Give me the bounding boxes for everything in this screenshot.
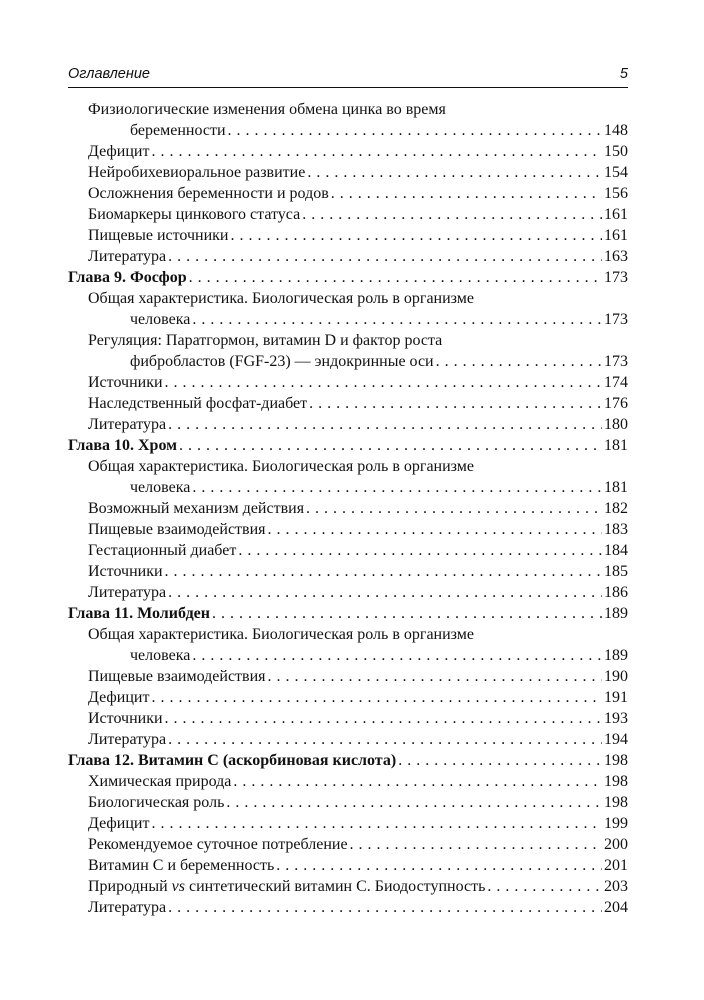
toc-entry-title-line: Регуляция: Паратгормон, витамин D и фактор роста <box>88 332 443 349</box>
toc-entry <box>68 288 628 330</box>
toc-entry-label: Источники <box>88 563 163 580</box>
toc-entry <box>68 771 628 792</box>
toc-page-number: 199 <box>604 815 628 832</box>
toc-entry <box>68 624 628 666</box>
dot-leader <box>307 162 602 183</box>
toc-page-number: 183 <box>604 521 628 538</box>
toc-page-number: 148 <box>604 122 628 139</box>
toc-entry <box>68 687 628 708</box>
dot-leader <box>151 141 602 162</box>
header-page-number: 5 <box>619 66 628 82</box>
dot-leader <box>398 750 602 771</box>
toc-entry <box>68 498 628 519</box>
toc-entry-label: Литература <box>88 584 167 601</box>
dot-leader <box>436 351 602 372</box>
dot-leader <box>302 204 602 225</box>
toc-entry <box>68 834 628 855</box>
dot-leader <box>168 582 602 603</box>
toc-entry-label: Глава 10. Хром <box>68 437 178 454</box>
toc-entry <box>68 897 628 918</box>
toc-page-number: 198 <box>604 794 628 811</box>
table-of-contents <box>68 99 628 918</box>
dot-leader <box>212 603 602 624</box>
toc-page-number: 186 <box>604 584 628 601</box>
dot-leader <box>238 540 602 561</box>
toc-entry <box>68 708 628 729</box>
toc-page-number: 189 <box>604 605 628 622</box>
toc-page-number: 189 <box>604 647 628 664</box>
toc-entry <box>68 393 628 414</box>
toc-entry-label: человека <box>130 647 191 664</box>
toc-entry-label: Пищевые взаимодействия <box>88 668 266 685</box>
toc-entry-label: Возможный механизм действия <box>88 500 305 517</box>
toc-entry-label: Витамин С и беременность <box>88 857 275 874</box>
toc-page-number: 174 <box>604 374 628 391</box>
dot-leader <box>165 372 602 393</box>
dot-leader <box>268 519 602 540</box>
toc-page-number: 150 <box>604 143 628 160</box>
toc-entry <box>68 540 628 561</box>
dot-leader <box>276 855 602 876</box>
dot-leader <box>189 267 602 288</box>
toc-entry-label: Дефицит <box>88 689 150 706</box>
toc-entry-label: Глава 9. Фосфор <box>68 269 187 286</box>
dot-leader <box>228 120 602 141</box>
toc-entry-label: Дефицит <box>88 815 150 832</box>
dot-leader <box>168 246 602 267</box>
toc-entry-label: Биомаркеры цинкового статуса <box>88 206 301 223</box>
toc-entry <box>68 141 628 162</box>
toc-entry-label: Гестационный диабет <box>88 542 237 559</box>
toc-page-number: 191 <box>604 689 628 706</box>
dot-leader <box>168 897 602 918</box>
dot-leader <box>268 666 602 687</box>
toc-entry-label: Литература <box>88 416 167 433</box>
toc-entry-label: Наследственный фосфат-диабет <box>88 395 308 412</box>
toc-entry <box>68 456 628 498</box>
toc-entry-label: Литература <box>88 248 167 265</box>
toc-page-number: 163 <box>604 248 628 265</box>
toc-chapter-entry <box>68 435 628 456</box>
toc-entry <box>68 372 628 393</box>
dot-leader <box>230 225 602 246</box>
toc-page-number: 182 <box>604 500 628 517</box>
dot-leader <box>331 183 602 204</box>
toc-entry <box>68 519 628 540</box>
dot-leader <box>306 498 602 519</box>
toc-entry <box>68 582 628 603</box>
toc-page-number: 173 <box>604 269 628 286</box>
toc-entry-title-line: Общая характеристика. Биологическая роль в организме <box>88 626 474 643</box>
dot-leader <box>168 414 602 435</box>
toc-entry <box>68 855 628 876</box>
toc-entry-label: Пищевые источники <box>88 227 229 244</box>
toc-entry-label: Литература <box>88 899 167 916</box>
toc-entry <box>68 792 628 813</box>
toc-page-number: 198 <box>604 773 628 790</box>
toc-page-number: 181 <box>604 479 628 496</box>
toc-page-number: 161 <box>604 206 628 223</box>
toc-page-number: 184 <box>604 542 628 559</box>
dot-leader <box>151 687 602 708</box>
running-header <box>68 66 628 88</box>
toc-chapter-entry <box>68 267 628 288</box>
dot-leader <box>179 435 602 456</box>
toc-entry <box>68 225 628 246</box>
dot-leader <box>192 477 602 498</box>
toc-entry-label: Химическая природа <box>88 773 232 790</box>
toc-entry-title-line: Общая характеристика. Биологическая роль в организме <box>88 290 474 307</box>
toc-entry-label: Глава 12. Витамин С (аскорбиновая кислота) <box>68 752 397 769</box>
toc-page-number: 173 <box>604 311 628 328</box>
toc-entry-label: фибробластов (FGF-23) — эндокринные оси <box>130 353 434 370</box>
dot-leader <box>226 792 602 813</box>
toc-entry-label: человека <box>130 479 191 496</box>
toc-page-number: 173 <box>604 353 628 370</box>
toc-page-number: 161 <box>604 227 628 244</box>
toc-page-number: 176 <box>604 395 628 412</box>
toc-entry <box>68 204 628 225</box>
toc-entry <box>68 729 628 750</box>
toc-page-number: 204 <box>604 899 628 916</box>
toc-entry-label: Литература <box>88 731 167 748</box>
toc-entry <box>68 330 628 372</box>
toc-page-number: 154 <box>604 164 628 181</box>
toc-page-number: 194 <box>604 731 628 748</box>
toc-entry-label: Глава 11. Молибден <box>68 605 210 622</box>
dot-leader <box>192 309 602 330</box>
dot-leader <box>165 708 602 729</box>
toc-entry-label: человека <box>130 311 191 328</box>
toc-entry <box>68 99 628 141</box>
toc-entry <box>68 666 628 687</box>
toc-entry-label: Нейробихевиоральное развитие <box>88 164 306 181</box>
document-page <box>68 66 628 918</box>
dot-leader <box>350 834 602 855</box>
toc-chapter-entry <box>68 603 628 624</box>
dot-leader <box>168 729 602 750</box>
toc-entry-label: Осложнения беременности и родов <box>88 185 329 202</box>
toc-entry <box>68 183 628 204</box>
dot-leader <box>192 645 602 666</box>
toc-entry <box>68 162 628 183</box>
dot-leader <box>165 561 602 582</box>
toc-entry-label: Источники <box>88 374 163 391</box>
toc-entry-title-line: Физиологические изменения обмена цинка во время <box>88 101 446 118</box>
toc-page-number: 198 <box>604 752 628 769</box>
toc-entry-label: Природный vs синтетический витамин С. Биодоступность <box>88 878 486 895</box>
toc-page-number: 181 <box>604 437 628 454</box>
toc-page-number: 201 <box>604 857 628 874</box>
toc-page-number: 190 <box>604 668 628 685</box>
toc-entry-label: Источники <box>88 710 163 727</box>
toc-entry-label: Дефицит <box>88 143 150 160</box>
dot-leader <box>233 771 602 792</box>
dot-leader <box>487 876 602 897</box>
toc-entry-label: Пищевые взаимодействия <box>88 521 266 538</box>
toc-page-number: 203 <box>604 878 628 895</box>
toc-entry-label: беременности <box>130 122 226 139</box>
toc-entry-label: Рекомендуемое суточное потребление <box>88 836 348 853</box>
toc-entry <box>68 414 628 435</box>
toc-entry <box>68 246 628 267</box>
dot-leader <box>151 813 602 834</box>
header-title: Оглавление <box>68 66 150 82</box>
toc-entry <box>68 561 628 582</box>
toc-entry-title-line: Общая характеристика. Биологическая роль в организме <box>88 458 474 475</box>
toc-entry-label: Биологическая роль <box>88 794 225 811</box>
toc-chapter-entry <box>68 750 628 771</box>
toc-page-number: 193 <box>604 710 628 727</box>
toc-entry <box>68 876 628 897</box>
toc-page-number: 156 <box>604 185 628 202</box>
toc-page-number: 200 <box>604 836 628 853</box>
toc-page-number: 185 <box>604 563 628 580</box>
dot-leader <box>309 393 602 414</box>
toc-page-number: 180 <box>604 416 628 433</box>
toc-entry <box>68 813 628 834</box>
